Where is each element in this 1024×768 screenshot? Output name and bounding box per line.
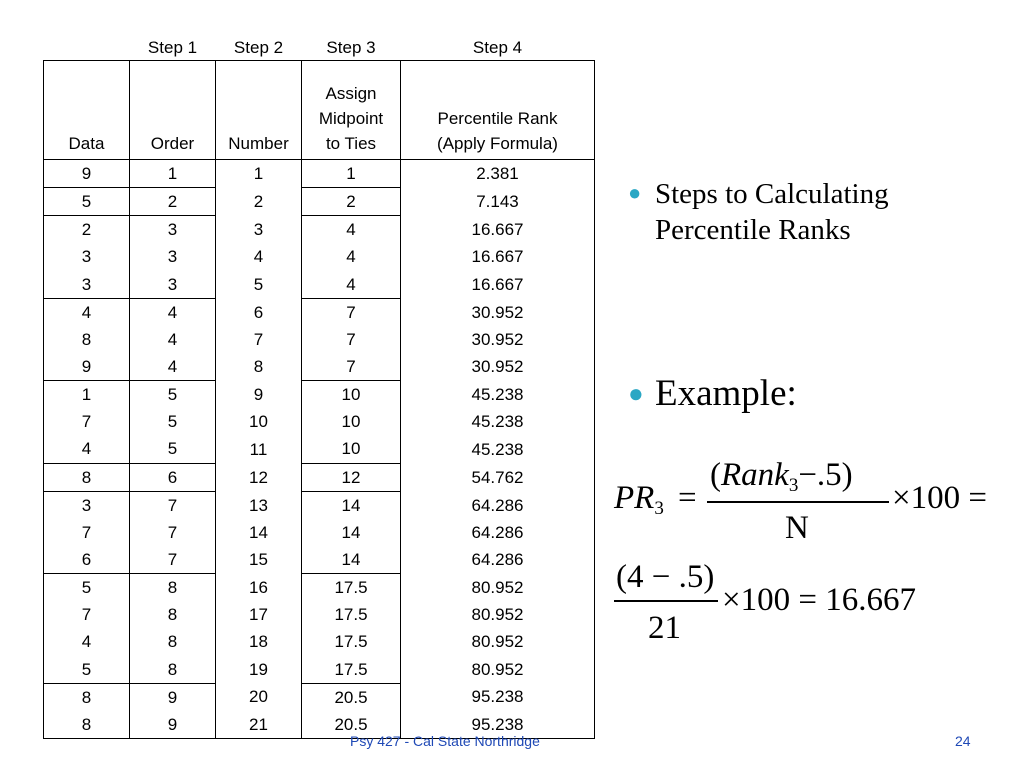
table-cell: 4 xyxy=(302,243,401,270)
table-cell: 1 xyxy=(216,160,302,188)
table-cell: 8 xyxy=(216,353,302,381)
formula-denominator-2: 21 xyxy=(648,610,681,646)
table-cell: 10 xyxy=(216,408,302,435)
table-cell: 4 xyxy=(44,298,130,326)
column-header-data: Data xyxy=(44,61,130,160)
table-cell: 7 xyxy=(44,601,130,628)
table-cell: 17 xyxy=(216,601,302,628)
table-cell: 11 xyxy=(216,435,302,463)
table-row xyxy=(44,243,595,270)
table-cell: 8 xyxy=(130,601,216,628)
table-row xyxy=(44,353,595,381)
table-cell: 16.667 xyxy=(401,243,595,270)
table-cell: 17.5 xyxy=(302,574,401,602)
table-cell: 6 xyxy=(130,463,216,491)
table-row xyxy=(44,491,595,519)
table-cell: 4 xyxy=(130,326,216,353)
table-cell: 45.238 xyxy=(401,408,595,435)
table-cell: 8 xyxy=(130,574,216,602)
table-cell: 2.381 xyxy=(401,160,595,188)
table-cell: 16 xyxy=(216,574,302,602)
table-cell: 7 xyxy=(130,491,216,519)
table-cell: 2 xyxy=(302,188,401,216)
table-cell: 2 xyxy=(216,188,302,216)
table-row xyxy=(44,298,595,326)
page-number: 24 xyxy=(955,733,971,749)
table-cell: 17.5 xyxy=(302,628,401,655)
table-cell: 95.238 xyxy=(401,711,595,739)
table-cell: 14 xyxy=(302,519,401,546)
table-cell: 7 xyxy=(302,353,401,381)
table-cell: 3 xyxy=(130,216,216,244)
table-cell: 2 xyxy=(130,188,216,216)
table-cell: 12 xyxy=(302,463,401,491)
formula-times-100: ×100 = xyxy=(892,480,987,516)
table-cell: 3 xyxy=(44,243,130,270)
table-cell: 13 xyxy=(216,491,302,519)
table-cell: 2 xyxy=(44,216,130,244)
table-cell: 5 xyxy=(44,574,130,602)
table-cell: 10 xyxy=(302,435,401,463)
column-header-midpoint: Assign Midpoint to Ties xyxy=(302,61,401,160)
table-cell: 9 xyxy=(130,711,216,739)
fraction-bar xyxy=(614,600,718,602)
bullet-text: Steps to Calculating Percentile Ranks xyxy=(655,178,889,246)
table-cell: 30.952 xyxy=(401,353,595,381)
table-cell: 20.5 xyxy=(302,711,401,739)
table-cell: 7 xyxy=(302,326,401,353)
table-cell: 5 xyxy=(130,381,216,409)
table-cell: 14 xyxy=(302,546,401,574)
table-row xyxy=(44,628,595,655)
table-cell: 95.238 xyxy=(401,683,595,711)
table-cell: 64.286 xyxy=(401,491,595,519)
table-cell: 7 xyxy=(216,326,302,353)
table-row xyxy=(44,381,595,409)
step-header: Step 4 xyxy=(472,38,523,57)
table-row xyxy=(44,463,595,491)
formula-numerator: (Rank$_3$−.5) xyxy=(710,457,853,496)
formula-numerator-2: (4 − .5) xyxy=(616,559,715,595)
table-body xyxy=(44,160,595,739)
table-row xyxy=(44,216,595,244)
table-cell: 10 xyxy=(302,408,401,435)
formula-denominator: N xyxy=(785,510,809,546)
table-cell: 14 xyxy=(216,519,302,546)
table-cell: 9 xyxy=(44,160,130,188)
table-cell: 64.286 xyxy=(401,519,595,546)
table-cell: 8 xyxy=(44,463,130,491)
formula-pr: $PR_3$ xyxy=(614,480,664,519)
table-cell: 8 xyxy=(130,656,216,684)
table-cell: 10 xyxy=(302,381,401,409)
table-cell: 1 xyxy=(302,160,401,188)
table-cell: 8 xyxy=(44,683,130,711)
table-cell: 45.238 xyxy=(401,435,595,463)
table-cell: 21 xyxy=(216,711,302,739)
table-cell: 20.5 xyxy=(302,683,401,711)
table-cell: 5 xyxy=(44,656,130,684)
percentile-rank-table xyxy=(43,35,595,739)
table-cell: 3 xyxy=(130,271,216,299)
table-cell: 7 xyxy=(130,546,216,574)
table-cell: 4 xyxy=(44,435,130,463)
fraction-bar xyxy=(707,501,889,503)
step-header: Step 3 xyxy=(326,38,376,57)
footer-source: Psy 427 - Cal State Northridge xyxy=(350,733,540,749)
table-cell: 3 xyxy=(130,243,216,270)
table-cell: 12 xyxy=(216,463,302,491)
step-header: Step 1 xyxy=(147,38,198,57)
table-cell: 80.952 xyxy=(401,628,595,655)
table-cell: 7 xyxy=(44,408,130,435)
table-cell: 6 xyxy=(216,298,302,326)
table-row xyxy=(44,160,595,188)
table-cell: 5 xyxy=(44,188,130,216)
table-cell: 5 xyxy=(130,408,216,435)
table-cell: 30.952 xyxy=(401,326,595,353)
table-cell: 1 xyxy=(130,160,216,188)
bullet-dot-icon: ● xyxy=(628,180,642,205)
bullet-text: Example: xyxy=(655,373,797,414)
table-row xyxy=(44,408,595,435)
table-cell: 1 xyxy=(44,381,130,409)
table-cell: 3 xyxy=(44,271,130,299)
table-cell: 5 xyxy=(130,435,216,463)
table-cell: 64.286 xyxy=(401,546,595,574)
bullet-dot-icon: ● xyxy=(628,379,644,408)
table-cell: 8 xyxy=(44,326,130,353)
table-cell: 4 xyxy=(130,298,216,326)
table-cell: 4 xyxy=(216,243,302,270)
table-cell: 20 xyxy=(216,683,302,711)
table-cell: 9 xyxy=(216,381,302,409)
table-cell: 9 xyxy=(130,683,216,711)
table-cell: 5 xyxy=(216,271,302,299)
table-cell: 80.952 xyxy=(401,601,595,628)
table-cell: 45.238 xyxy=(401,381,595,409)
step-header: Step 2 xyxy=(233,38,284,57)
table-cell: 4 xyxy=(44,628,130,655)
column-header-percentile-rank: Percentile Rank (Apply Formula) xyxy=(401,61,595,160)
table-row xyxy=(44,435,595,463)
formula-equals: = xyxy=(678,480,697,516)
table-cell: 9 xyxy=(44,353,130,381)
table-row xyxy=(44,574,595,602)
table-row xyxy=(44,683,595,711)
table-row xyxy=(44,326,595,353)
table-row xyxy=(44,546,595,574)
column-header-number: Number xyxy=(216,61,302,160)
table-cell: 30.952 xyxy=(401,298,595,326)
table-cell: 8 xyxy=(44,711,130,739)
table-row xyxy=(44,188,595,216)
table-cell: 7.143 xyxy=(401,188,595,216)
table-cell: 54.762 xyxy=(401,463,595,491)
table-row xyxy=(44,271,595,299)
table-cell: 17.5 xyxy=(302,601,401,628)
formula-result: ×100 = 16.667 xyxy=(722,582,916,618)
table-cell: 4 xyxy=(302,216,401,244)
table-cell: 80.952 xyxy=(401,656,595,684)
table-cell: 16.667 xyxy=(401,216,595,244)
table-cell: 3 xyxy=(44,491,130,519)
table-cell: 8 xyxy=(130,628,216,655)
table-cell: 80.952 xyxy=(401,574,595,602)
table-cell: 15 xyxy=(216,546,302,574)
table-cell: 7 xyxy=(130,519,216,546)
table-cell: 16.667 xyxy=(401,271,595,299)
column-header-order: Order xyxy=(130,61,216,160)
table-cell: 19 xyxy=(216,656,302,684)
table-cell: 6 xyxy=(44,546,130,574)
table-row xyxy=(44,656,595,684)
table-cell: 7 xyxy=(44,519,130,546)
table-cell: 18 xyxy=(216,628,302,655)
table-cell: 7 xyxy=(302,298,401,326)
table-row xyxy=(44,519,595,546)
table-cell: 14 xyxy=(302,491,401,519)
table-cell: 4 xyxy=(302,271,401,299)
table-row xyxy=(44,601,595,628)
table-cell: 3 xyxy=(216,216,302,244)
table-cell: 4 xyxy=(130,353,216,381)
table-cell: 17.5 xyxy=(302,656,401,684)
